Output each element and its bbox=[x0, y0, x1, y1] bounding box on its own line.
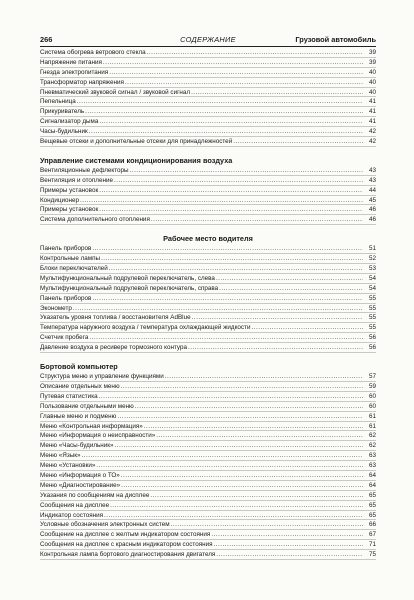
toc-entry-page: 61 bbox=[368, 412, 376, 420]
book-title: Грузовой автомобиль bbox=[295, 35, 376, 44]
dot-leader bbox=[121, 382, 363, 392]
dot-leader bbox=[85, 107, 363, 117]
toc-entry-label: Меню «Информация о ТО» bbox=[40, 471, 120, 479]
toc-entry-label: Счетчик пробега bbox=[40, 334, 89, 342]
toc-entry-page: 54 bbox=[368, 284, 376, 292]
toc-entry[interactable] bbox=[40, 254, 376, 264]
toc-entry-page: 64 bbox=[368, 471, 376, 479]
toc-entry-label: Пневматический звуковой сигнал / звуковой сигнал bbox=[40, 88, 191, 96]
table-of-contents bbox=[40, 48, 376, 560]
toc-entry-label: Давление воздуха в ресивере тормозного контура bbox=[40, 344, 187, 352]
dot-leader bbox=[115, 441, 363, 451]
toc-entry-label: Блоки переключателей bbox=[40, 265, 108, 273]
toc-entry-label: Структура меню и управление функциями bbox=[40, 373, 164, 381]
toc-entry-page: 65 bbox=[368, 491, 376, 499]
toc-entry-page: 63 bbox=[368, 462, 376, 470]
toc-section bbox=[40, 48, 376, 147]
toc-entry[interactable] bbox=[40, 441, 376, 451]
toc-entry-label: Контрольные лампы bbox=[40, 255, 101, 263]
toc-entry-page: 71 bbox=[368, 541, 376, 549]
toc-entry-label: Меню «Часы-будильник» bbox=[40, 442, 114, 450]
toc-entry-page: 39 bbox=[368, 58, 376, 66]
toc-entry[interactable] bbox=[40, 501, 376, 511]
dot-leader bbox=[121, 481, 363, 491]
toc-entry[interactable] bbox=[40, 431, 376, 441]
toc-entry-label: Меню «Язык» bbox=[40, 452, 81, 460]
toc-entry-page: 55 bbox=[368, 294, 376, 302]
toc-entry-label: Меню «Информация о неисправности» bbox=[40, 432, 156, 440]
section-heading: СОДЕРЖАНИЕ bbox=[180, 35, 236, 44]
dot-leader bbox=[130, 166, 363, 176]
toc-entry-page: 62 bbox=[368, 432, 376, 440]
toc-entry-page: 59 bbox=[368, 382, 376, 390]
dot-leader bbox=[99, 205, 363, 215]
toc-entry-page: 66 bbox=[368, 521, 376, 529]
toc-entry[interactable] bbox=[40, 97, 376, 107]
toc-entry-page: 51 bbox=[368, 245, 376, 253]
toc-entry-page: 55 bbox=[368, 324, 376, 332]
toc-entry-label: Панель приборов bbox=[40, 294, 92, 302]
toc-entry-label: Путевая статистика bbox=[40, 392, 98, 400]
toc-entry[interactable] bbox=[40, 481, 376, 491]
toc-entry[interactable] bbox=[40, 166, 376, 176]
toc-entry[interactable] bbox=[40, 294, 376, 304]
toc-entry-label: Эконометр bbox=[40, 304, 72, 312]
dot-leader bbox=[216, 274, 363, 284]
header-rule bbox=[40, 46, 376, 47]
dot-leader bbox=[109, 264, 363, 274]
page-header bbox=[40, 34, 376, 46]
toc-entry-page: 57 bbox=[368, 373, 376, 381]
toc-entry[interactable] bbox=[40, 176, 376, 186]
toc-entry[interactable] bbox=[40, 88, 376, 98]
toc-entry[interactable] bbox=[40, 530, 376, 540]
dot-leader bbox=[73, 304, 363, 314]
toc-entry-label: Описание отдельных меню bbox=[40, 382, 120, 390]
dot-leader bbox=[216, 550, 363, 560]
toc-entry-label: Сигнализатор дыма bbox=[40, 118, 99, 126]
toc-entry-page: 54 bbox=[368, 274, 376, 282]
toc-section-title: Бортовой компьютер bbox=[40, 362, 118, 372]
toc-entry-page: 41 bbox=[368, 98, 376, 106]
toc-entry-label: Часы-будильник bbox=[40, 128, 88, 136]
toc-entry[interactable] bbox=[40, 471, 376, 481]
dot-leader bbox=[104, 511, 363, 521]
toc-entry[interactable] bbox=[40, 244, 376, 254]
toc-entry-label: Температура наружного воздуха / температура охлаждающей жидкости bbox=[40, 324, 251, 332]
toc-entry[interactable] bbox=[40, 117, 376, 127]
toc-entry[interactable] bbox=[40, 491, 376, 501]
toc-entry[interactable] bbox=[40, 382, 376, 392]
dot-leader bbox=[96, 461, 363, 471]
toc-entry[interactable] bbox=[40, 78, 376, 88]
toc-entry[interactable] bbox=[40, 540, 376, 550]
dot-leader bbox=[191, 88, 363, 98]
toc-entry-page: 65 bbox=[368, 511, 376, 519]
dot-leader bbox=[114, 176, 363, 186]
dot-leader bbox=[103, 58, 363, 68]
toc-entry[interactable] bbox=[40, 422, 376, 432]
dot-leader bbox=[125, 78, 363, 88]
toc-entry-page: 41 bbox=[368, 108, 376, 116]
dot-leader bbox=[165, 372, 363, 382]
toc-entry-page: 64 bbox=[368, 481, 376, 489]
toc-entry[interactable] bbox=[40, 313, 376, 323]
toc-entry-label: Пользование отдельными меню bbox=[40, 402, 134, 410]
dot-leader bbox=[144, 422, 363, 432]
toc-entry[interactable] bbox=[40, 333, 376, 343]
toc-entry[interactable] bbox=[40, 127, 376, 137]
toc-entry[interactable] bbox=[40, 284, 376, 294]
toc-section bbox=[40, 155, 376, 225]
dot-leader bbox=[211, 530, 363, 540]
toc-entry[interactable] bbox=[40, 372, 376, 382]
toc-entry-page: 39 bbox=[368, 49, 376, 56]
toc-entry-page: 40 bbox=[368, 88, 376, 96]
toc-entry-label: Прикуриватель bbox=[40, 108, 85, 116]
toc-entry-page: 53 bbox=[368, 265, 376, 273]
dot-leader bbox=[135, 402, 363, 412]
toc-entry[interactable] bbox=[40, 48, 376, 58]
toc-entry[interactable] bbox=[40, 451, 376, 461]
toc-entry[interactable] bbox=[40, 343, 376, 353]
toc-entry-page: 45 bbox=[368, 196, 376, 204]
dot-leader bbox=[89, 127, 363, 137]
dot-leader bbox=[99, 186, 363, 196]
toc-entry-label: Панель приборов bbox=[40, 245, 92, 253]
dot-leader bbox=[188, 343, 363, 353]
dot-leader bbox=[80, 196, 363, 206]
toc-entry[interactable] bbox=[40, 264, 376, 274]
dot-leader bbox=[151, 215, 363, 225]
toc-section-title: Управление системами кондиционирования воздуха bbox=[40, 155, 233, 165]
toc-entry-label: Вещевые отсеки и дополнительные отсеки для принадлежностей bbox=[40, 138, 233, 146]
toc-section bbox=[40, 233, 376, 353]
toc-entry-page: 43 bbox=[368, 166, 376, 174]
toc-entry-page: 60 bbox=[368, 392, 376, 400]
toc-entry[interactable] bbox=[40, 304, 376, 314]
toc-entry-label: Трансформатор напряжения bbox=[40, 78, 124, 86]
toc-entry[interactable] bbox=[40, 58, 376, 68]
toc-entry-label: Кондиционер bbox=[40, 196, 79, 204]
toc-entry[interactable] bbox=[40, 323, 376, 333]
toc-entry-label: Меню «Установки» bbox=[40, 462, 96, 470]
toc-entry[interactable] bbox=[40, 511, 376, 521]
toc-entry-label: Система обогрева ветрового стекла bbox=[40, 49, 146, 56]
dot-leader bbox=[77, 97, 363, 107]
dot-leader bbox=[92, 294, 363, 304]
toc-entry-label: Указания по сообщениям на дисплее bbox=[40, 491, 150, 499]
toc-entry-label: Мультифункциональный подрулевой переключатель, слева bbox=[40, 274, 215, 282]
toc-entry-page: 56 bbox=[368, 344, 376, 352]
dot-leader bbox=[219, 284, 363, 294]
page-number: 266 bbox=[40, 35, 53, 44]
toc-entry-page: 65 bbox=[368, 501, 376, 509]
toc-entry[interactable] bbox=[40, 196, 376, 206]
toc-entry[interactable] bbox=[40, 205, 376, 215]
toc-entry-label: Меню «Контрольная информация» bbox=[40, 422, 143, 430]
toc-entry-label: Главные меню и подменю bbox=[40, 412, 117, 420]
toc-entry-label: Мультифункциональный подрулевой переключатель, справа bbox=[40, 284, 219, 292]
dot-leader bbox=[156, 431, 363, 441]
toc-entry-page: 56 bbox=[368, 334, 376, 342]
toc-entry-label: Гнезда электропитания bbox=[40, 68, 109, 76]
toc-entry[interactable] bbox=[40, 461, 376, 471]
dot-leader bbox=[99, 392, 363, 402]
dot-leader bbox=[109, 68, 363, 78]
toc-entry-label: Сообщения на дисплее с красным индикатором состояния bbox=[40, 541, 213, 549]
toc-section-title: Рабочее место водителя bbox=[163, 234, 253, 244]
toc-entry-page: 46 bbox=[368, 206, 376, 214]
dot-leader bbox=[117, 412, 363, 422]
toc-entry[interactable] bbox=[40, 412, 376, 422]
toc-entry-label: Вентиляционные дефлекторы bbox=[40, 166, 129, 174]
toc-entry-page: 46 bbox=[368, 216, 376, 224]
toc-entry-page: 75 bbox=[368, 551, 376, 559]
toc-entry-page: 42 bbox=[368, 138, 376, 146]
toc-entry-label: Меню «Диагностирование» bbox=[40, 481, 121, 489]
toc-entry-label: Примеры установок bbox=[40, 206, 99, 214]
dot-leader bbox=[214, 540, 363, 550]
toc-entry-page: 40 bbox=[368, 78, 376, 86]
dot-leader bbox=[92, 244, 363, 254]
toc-entry[interactable] bbox=[40, 186, 376, 196]
toc-entry-page: 44 bbox=[368, 186, 376, 194]
toc-entry-page: 60 bbox=[368, 402, 376, 410]
toc-entry[interactable] bbox=[40, 520, 376, 530]
dot-leader bbox=[192, 313, 363, 323]
dot-leader bbox=[101, 254, 363, 264]
toc-entry[interactable] bbox=[40, 68, 376, 78]
toc-entry-label: Сообщение на дисплее с желтым индикатором состояния bbox=[40, 531, 211, 539]
toc-entry-page: 41 bbox=[368, 118, 376, 126]
toc-entry[interactable] bbox=[40, 550, 376, 560]
toc-entry-label: Условные обозначения электронных систем bbox=[40, 521, 170, 529]
toc-entry-page: 61 bbox=[368, 422, 376, 430]
dot-leader bbox=[147, 48, 363, 58]
toc-entry-page: 55 bbox=[368, 314, 376, 322]
toc-entry-page: 63 bbox=[368, 452, 376, 460]
toc-entry-page: 62 bbox=[368, 442, 376, 450]
dot-leader bbox=[82, 451, 364, 461]
toc-entry-label: Примеры установок bbox=[40, 186, 99, 194]
toc-entry[interactable] bbox=[40, 402, 376, 412]
toc-entry-label: Указатель уровня топлива / восстановителя AdBlue bbox=[40, 314, 191, 322]
toc-entry-label: Напряжение питания bbox=[40, 58, 102, 66]
toc-entry[interactable] bbox=[40, 392, 376, 402]
toc-entry-label: Система дополнительного отопления bbox=[40, 216, 150, 224]
toc-entry[interactable] bbox=[40, 215, 376, 225]
dot-leader bbox=[110, 501, 363, 511]
dot-leader bbox=[171, 520, 363, 530]
toc-entry-label: Сообщения на дисплее bbox=[40, 501, 110, 509]
dot-leader bbox=[89, 333, 363, 343]
toc-entry-page: 55 bbox=[368, 304, 376, 312]
toc-entry-page: 52 bbox=[368, 255, 376, 263]
toc-section bbox=[40, 361, 376, 560]
toc-entry-label: Контрольная лампа бортового диагностирования двигателя bbox=[40, 551, 216, 559]
toc-entry-page: 67 bbox=[368, 531, 376, 539]
toc-entry-page: 40 bbox=[368, 68, 376, 76]
toc-entry-label: Вентиляция и отопление bbox=[40, 176, 113, 184]
toc-entry[interactable] bbox=[40, 274, 376, 284]
dot-leader bbox=[121, 471, 363, 481]
toc-entry-page: 43 bbox=[368, 176, 376, 184]
toc-entry[interactable] bbox=[40, 107, 376, 117]
dot-leader bbox=[251, 323, 363, 333]
toc-entry-label: Индикатор состояния bbox=[40, 511, 104, 519]
toc-entry-page: 42 bbox=[368, 128, 376, 136]
toc-entry-label: Пепельница bbox=[40, 98, 76, 106]
dot-leader bbox=[233, 137, 363, 147]
toc-entry[interactable] bbox=[40, 137, 376, 147]
dot-leader bbox=[150, 491, 363, 501]
dot-leader bbox=[99, 117, 363, 127]
